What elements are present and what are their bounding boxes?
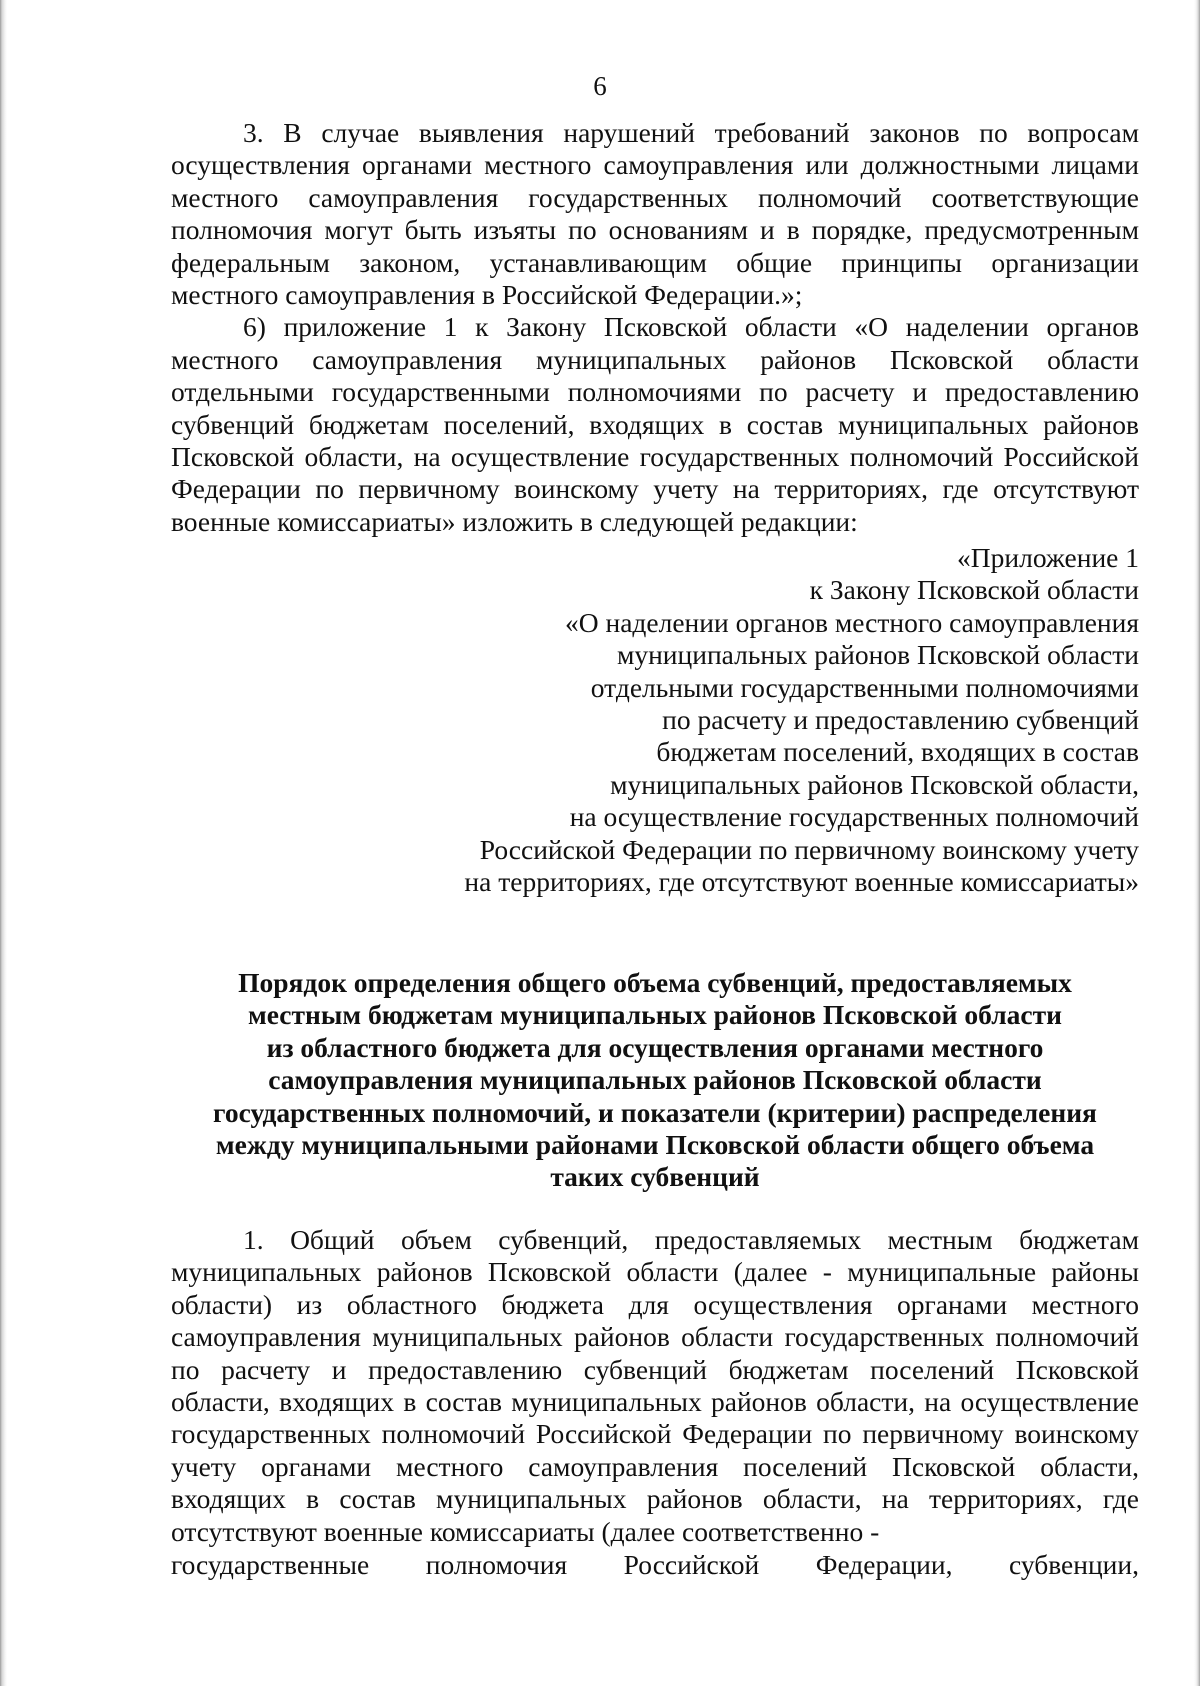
body-text-top xyxy=(171,117,1139,538)
last-line-word: субвенции, xyxy=(1008,1549,1139,1580)
last-line-word: Федерации, xyxy=(815,1549,953,1580)
appendix-line: «Приложение 1 xyxy=(957,542,1139,573)
appendix-line: по расчету и предоставлению субвенций xyxy=(662,704,1139,736)
appendix-line: к Закону Псковской области xyxy=(809,574,1139,606)
heading-line: Порядок определения общего объема субвенций, предоставляемых xyxy=(238,967,1072,998)
appendix-line: отдельными государственными полномочиями xyxy=(590,671,1139,703)
page-number: 6 xyxy=(593,71,607,101)
scan-edge-left xyxy=(0,0,7,1686)
appendix-line: бюджетам поселений, входящих в состав xyxy=(656,736,1139,768)
appendix-line: на осуществление государственных полномочий xyxy=(569,801,1139,833)
heading-line: из областного бюджета для осуществления органами местного xyxy=(266,1031,1044,1063)
paragraph-item-1: 1. Общий объем субвенций, предоставляемых местным бюджетам муниципальных районов Псковской области (далее - муниципальные районы области) из областного бюджета для осуществления органами местного самоуправления муниципальных районов области государственных полномочий по расчету и предоставлению субвенций бюджетам поселений Псковской области, входящих в состав муниципальных районов области, на осуществление государственных полномочий Российской Федерации по первичному воинскому учету органами местного самоуправления поселений Псковской области, входящих в состав муниципальных районов области, на территориях, где отсутствуют военные комиссариаты (далее соответственно - xyxy=(171,1224,1139,1547)
appendix-line: муниципальных районов Псковской области, xyxy=(610,768,1139,800)
heading-line: местным бюджетам муниципальных районов Псковской области xyxy=(248,999,1062,1031)
paragraph-item-6: 6) приложение 1 к Закону Псковской области «О наделении органов местного самоуправления муниципальных районов Псковской области отдельными государственными полномочиями по расчету и предоставлению субвенций бюджетам поселений, входящих в состав муниципальных районов Псковской области, на осуществление государственных полномочий Российской Федерации по первичному воинскому учету на территориях, где отсутствуют военные комиссариаты» изложить в следующей редакции: xyxy=(171,311,1139,537)
appendix-line: Российской Федерации по первичному воинскому учету xyxy=(479,833,1139,865)
appendix-line: «О наделении органов местного самоуправления xyxy=(565,606,1139,638)
last-line-word: государственные xyxy=(171,1549,370,1580)
heading-line: между муниципальными районами Псковской области общего объема xyxy=(215,1129,1095,1161)
appendix-header xyxy=(379,542,1139,898)
heading-line: государственных полномочий, и показатели (критерии) распределения xyxy=(213,1096,1097,1128)
section-heading xyxy=(171,967,1139,1194)
justified-last-line xyxy=(171,1549,1139,1581)
heading-line: таких субвенций xyxy=(550,1161,760,1193)
body-text-bottom xyxy=(171,1224,1139,1548)
scan-edge-right xyxy=(1194,0,1200,1686)
last-line-word: полномочия xyxy=(425,1549,568,1580)
last-line-word: Российской xyxy=(623,1549,760,1580)
heading-line: самоуправления муниципальных районов Псковской области xyxy=(268,1064,1042,1096)
paragraph-item-3: 3. В случае выявления нарушений требований законов по вопросам осуществления органами местного самоуправления или должностными лицами местного самоуправления государственных полномочий соответствующие полномочия могут быть изъяты по основаниям и в порядке, предусмотренным федеральным законом, устанавливающим общие принципы организации местного самоуправления в Российской Федерации.»; xyxy=(171,117,1139,311)
appendix-line: муниципальных районов Псковской области xyxy=(616,639,1139,671)
appendix-line: на территориях, где отсутствуют военные комиссариаты» xyxy=(464,866,1139,898)
